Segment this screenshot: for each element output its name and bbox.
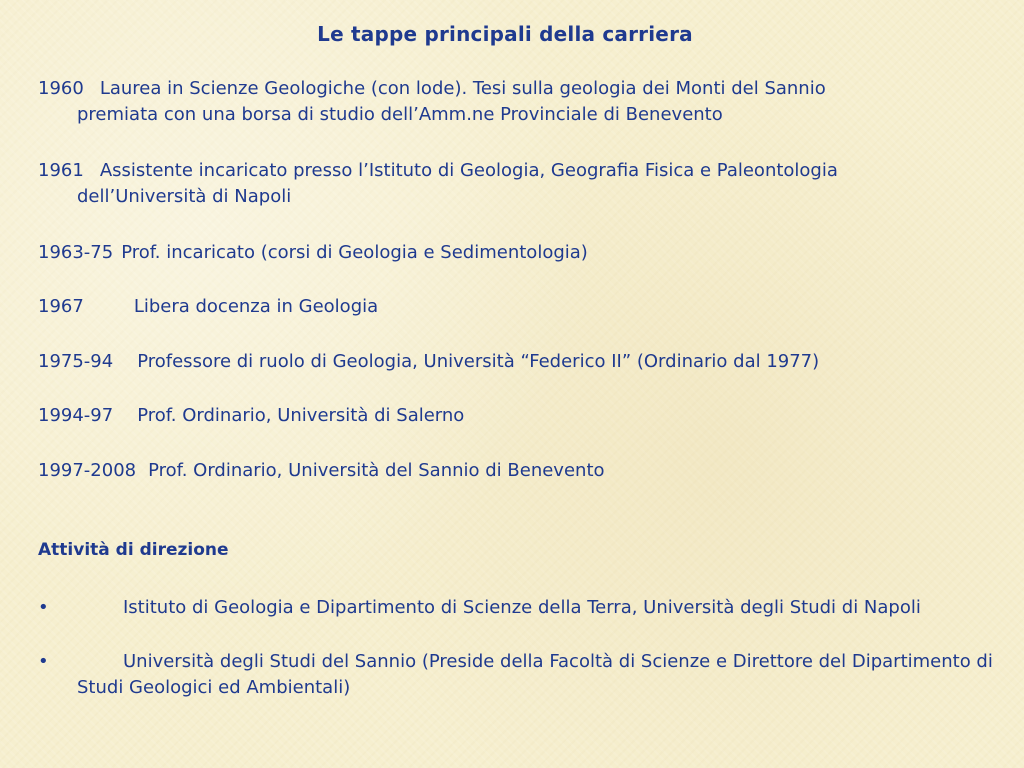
career-entry-1967 <box>38 294 998 320</box>
direction-item <box>38 649 1013 701</box>
career-text: Professore di ruolo di Geologia, Università “Federico II” (Ordinario dal 1977) <box>137 351 820 372</box>
career-text-continuation: premiata con una borsa di studio dell’Amm.ne Provinciale di Benevento <box>77 104 723 125</box>
career-text-continuation: dell’Università di Napoli <box>77 186 292 207</box>
career-entry-1961 <box>38 158 998 210</box>
career-text: Prof. incaricato (corsi di Geologia e Sedimentologia) <box>121 242 588 263</box>
career-entry-1960 <box>38 76 998 128</box>
career-text: Libera docenza in Geologia <box>133 296 379 317</box>
career-text: Laurea in Scienze Geologiche (con lode). Tesi sulla geologia dei Monti del Sannio <box>99 78 826 99</box>
career-entry-1975-94 <box>38 349 998 375</box>
career-text: Assistente incaricato presso l’Istituto di Geologia, Geografia Fisica e Paleontologia <box>99 160 838 181</box>
career-text: Prof. Ordinario, Università di Salerno <box>137 405 465 426</box>
direction-item <box>38 595 1013 621</box>
direction-heading: Attività di direzione <box>38 540 229 560</box>
bullet-icon: • <box>38 651 49 672</box>
career-text: Prof. Ordinario, Università del Sannio di Benevento <box>148 460 605 481</box>
career-year: 1963-75 <box>38 242 114 263</box>
career-entry-1997-2008 <box>38 458 998 484</box>
career-year: 1975-94 <box>38 351 114 372</box>
career-year: 1997-2008 <box>38 460 137 481</box>
career-entry-1963-75 <box>38 240 998 266</box>
bullet-icon: • <box>38 597 49 618</box>
direction-item-text: Istituto di Geologia e Dipartimento di Scienze della Terra, Università degli Studi di Napoli <box>123 597 921 618</box>
career-year: 1967 <box>38 296 84 317</box>
career-entry-1994-97 <box>38 403 998 429</box>
career-year: 1960 <box>38 78 84 99</box>
page-title: Le tappe principali della carriera <box>317 22 693 46</box>
career-year: 1994-97 <box>38 405 114 426</box>
career-year: 1961 <box>38 160 84 181</box>
direction-item-text: Università degli Studi del Sannio (Preside della Facoltà di Scienze e Direttore del Dipartimento di Studi Geologici ed Ambientali) <box>77 651 993 698</box>
